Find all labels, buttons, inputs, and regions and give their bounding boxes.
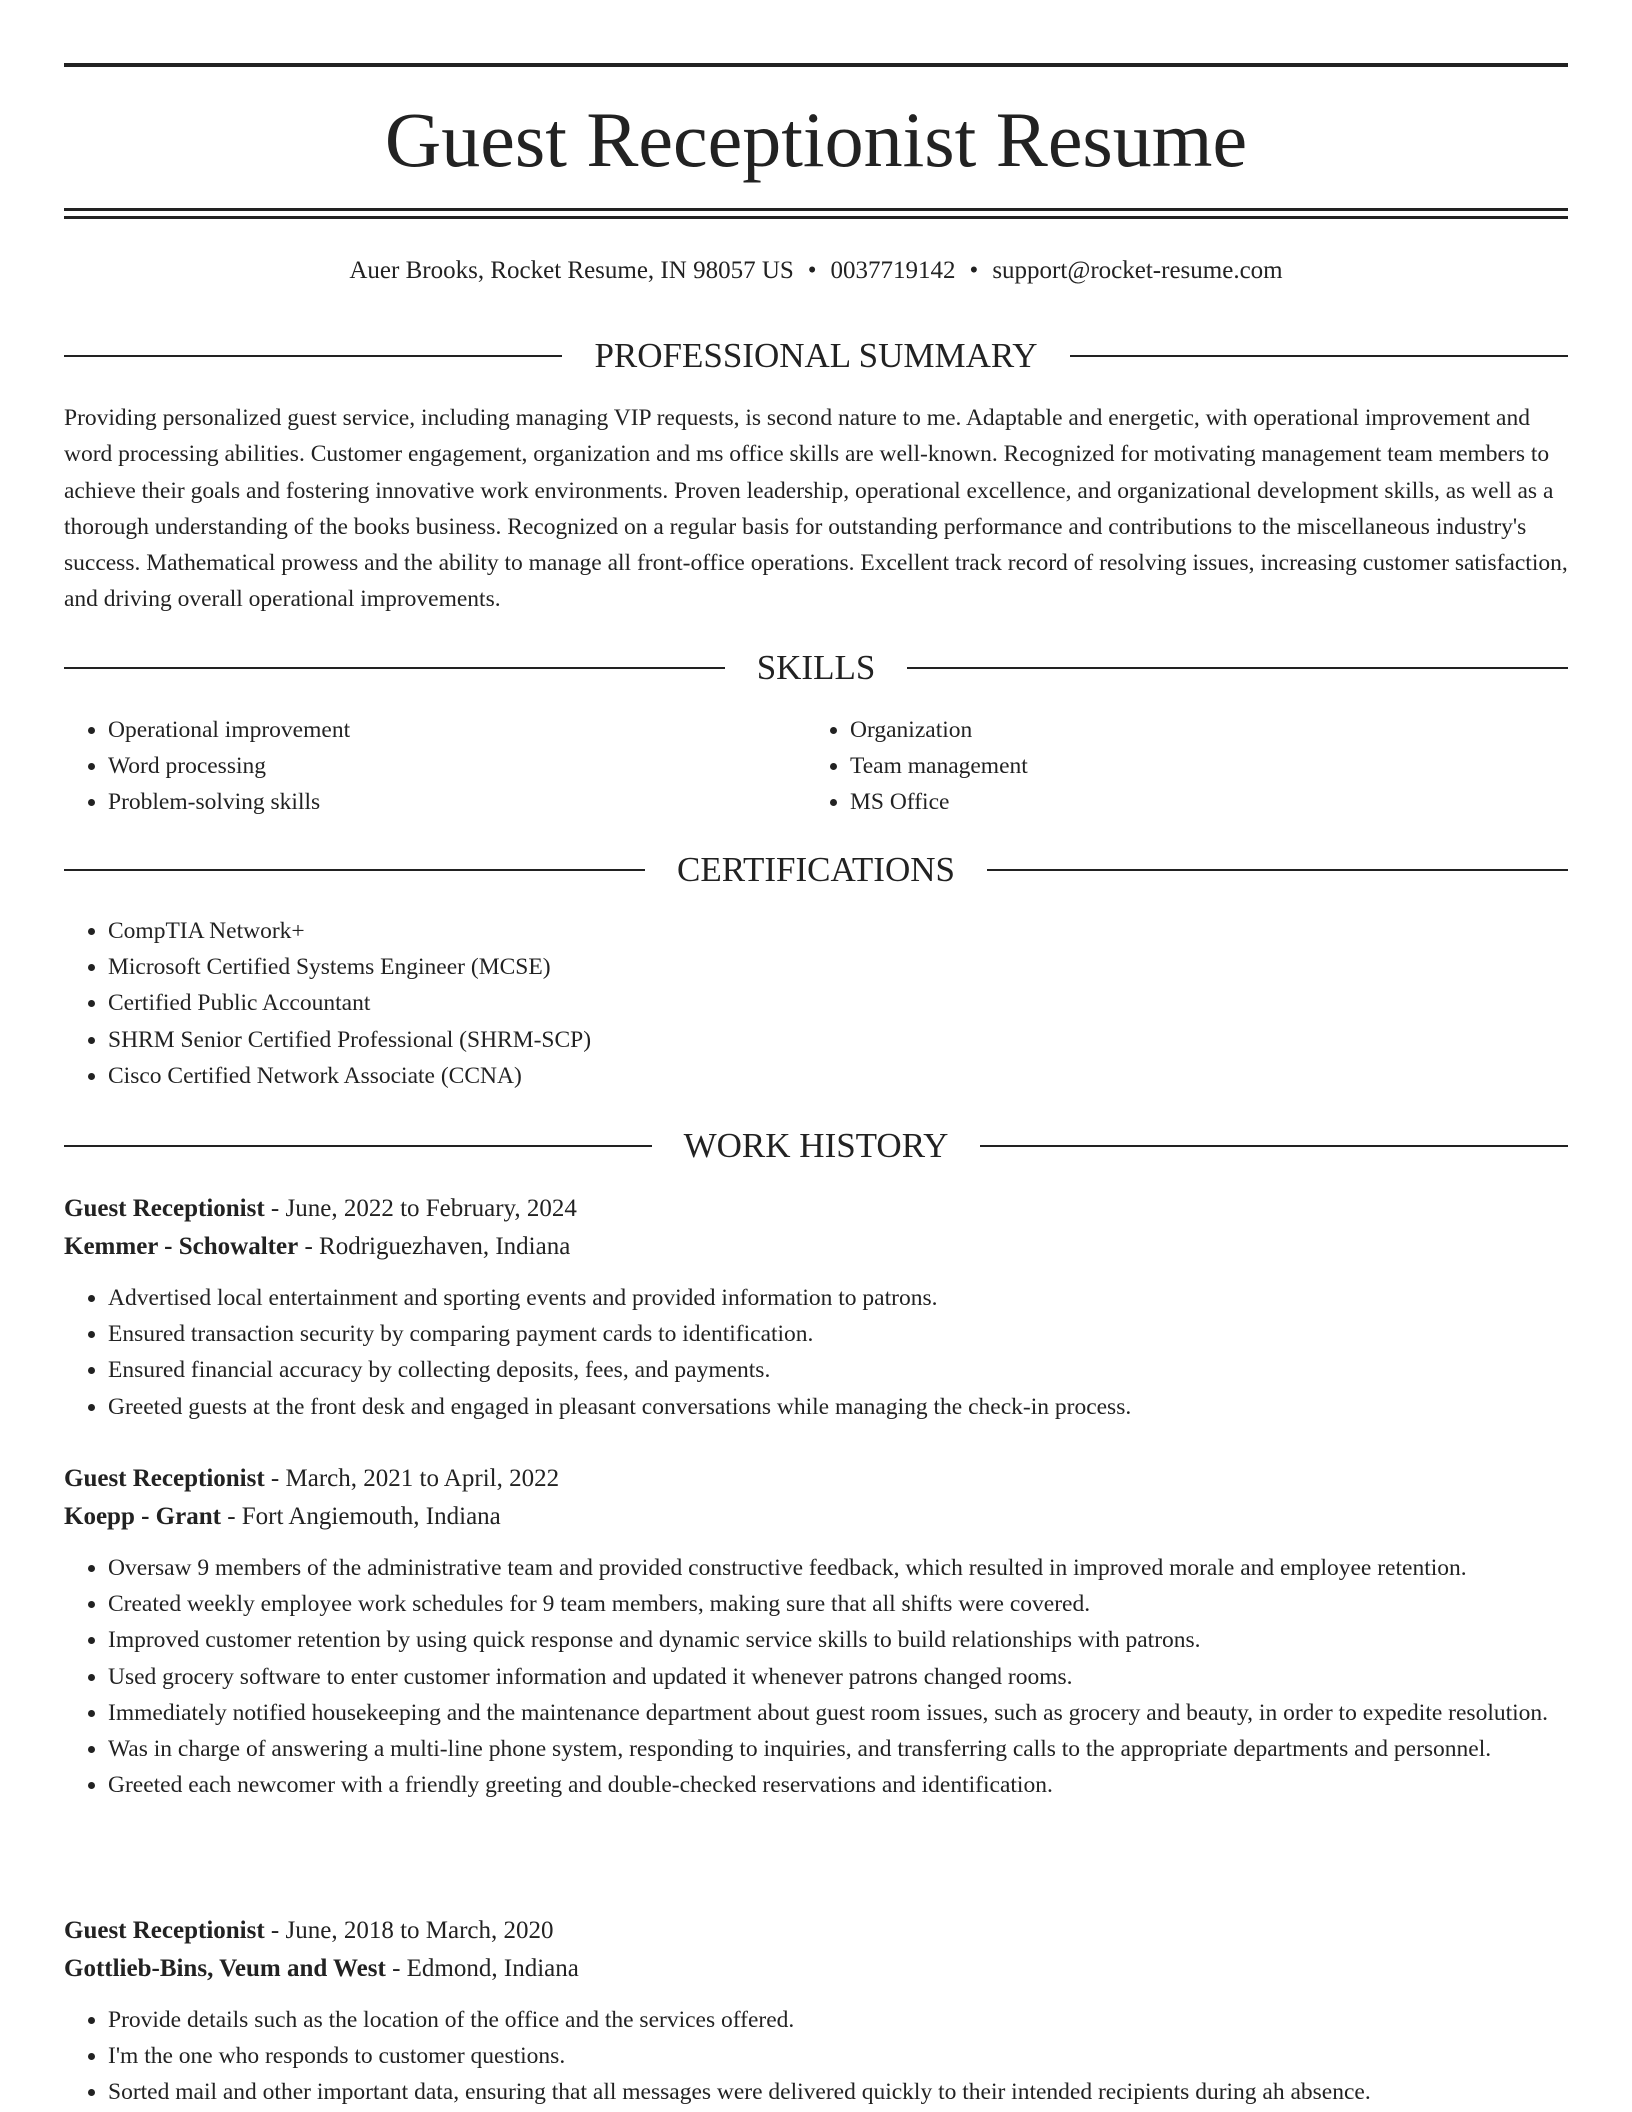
job-title: Guest Receptionist [64, 1917, 265, 1944]
contact-separator: • [807, 257, 817, 284]
job-bullet: • Greeted each newcomer with a friendly greeting and double-checked reservations and identification. [108, 1767, 1568, 1803]
job-bullet: • I'm the one who responds to customer questions. [108, 2038, 1568, 2074]
resume-title: Guest Receptionist Resume [384, 96, 1248, 183]
heading-rule [907, 667, 1568, 669]
job-bullet: • Was in charge of answering a multi-line phone system, responding to inquiries, and transferring calls to the appropriate departments and personnel. [108, 1731, 1568, 1767]
job-bullets [64, 1550, 1568, 1803]
job-bullet: • Used grocery software to enter customer information and updated it whenever patrons changed rooms. [108, 1659, 1568, 1695]
heading-rule [64, 667, 725, 669]
skill-item: • Team management [850, 748, 1486, 784]
job-title: Guest Receptionist [64, 1465, 265, 1492]
section-heading-summary [64, 334, 1568, 378]
job-company-line [64, 1498, 1568, 1536]
contact-email: support@rocket-resume.com [992, 257, 1283, 284]
title-rule-lower [64, 216, 1568, 219]
job-bullet: • Ensured transaction security by comparing payment cards to identification. [108, 1316, 1568, 1352]
certification-item: • Certified Public Accountant [108, 985, 1568, 1021]
job-title: Guest Receptionist [64, 1195, 265, 1222]
job-bullet: • Advertised local entertainment and sporting events and provided information to patrons. [108, 1280, 1568, 1316]
job-entry [64, 1912, 1568, 2111]
section-title: SKILLS [756, 648, 876, 687]
contact-phone: 0037719142 [830, 257, 956, 284]
section-heading-work-history [64, 1124, 1568, 1168]
job-bullets [64, 2002, 1568, 2111]
job-role-line [64, 1460, 1568, 1498]
job-entry [64, 1460, 1568, 1803]
summary-text: Providing personalized guest service, including managing VIP requests, is second nature to me. Adaptable and energetic, with operational improvement and word processing abilities. Customer engagement, organization and ms office skills are well-known. Recognized for motivating management team members to achieve their goals and fostering innovative work environments. Proven leadership, operational excellence, and organizational development skills, as well as a thorough understanding of the books business. Recognized on a regular basis for outstanding performance and contributions to the miscellaneous industry's success. Mathematical prowess and the ability to manage all front-office operations. Excellent track record of resolving issues, increasing customer satisfaction, and driving overall operational improvements. [64, 405, 1568, 613]
job-bullet: • Created weekly employee work schedules for 9 team members, making sure that all shifts were covered. [108, 1586, 1568, 1622]
contact-separator: • [969, 257, 979, 284]
job-bullet: • Ensured financial accuracy by collecting deposits, fees, and payments. [108, 1352, 1568, 1388]
top-rule [64, 63, 1568, 67]
job-bullet: • Immediately notified housekeeping and the maintenance department about guest room issues, such as grocery and beauty, in order to expedite resolution. [108, 1695, 1568, 1731]
job-bullet: • Oversaw 9 members of the administrative team and provided constructive feedback, which resulted in improved morale and employee retention. [108, 1550, 1568, 1586]
section-heading-skills [64, 646, 1568, 690]
heading-rule [64, 355, 562, 357]
skill-item: • Operational improvement [108, 712, 744, 748]
section-title: PROFESSIONAL SUMMARY [594, 336, 1038, 375]
certification-item: • SHRM Senior Certified Professional (SHRM-SCP) [108, 1022, 1568, 1058]
heading-rule [64, 869, 645, 871]
heading-rule [1070, 355, 1568, 357]
heading-rule [64, 1145, 652, 1147]
skills-column-right [806, 712, 1486, 821]
certification-item: • Microsoft Certified Systems Engineer (MCSE) [108, 949, 1568, 985]
skill-item: • Word processing [108, 748, 744, 784]
section-title: WORK HISTORY [683, 1126, 949, 1165]
certification-item: • Cisco Certified Network Associate (CCNA) [108, 1058, 1568, 1094]
certification-item: • CompTIA Network+ [108, 913, 1568, 949]
skill-item: • MS Office [850, 784, 1486, 820]
company-location: - Rodriguezhaven, Indiana [298, 1233, 571, 1260]
job-bullet: • Improved customer retention by using quick response and dynamic service skills to build relationships with patrons. [108, 1622, 1568, 1658]
job-role-line [64, 1912, 1568, 1950]
job-role-line [64, 1190, 1568, 1228]
job-company-line [64, 1228, 1568, 1266]
job-bullet: • Sorted mail and other important data, ensuring that all messages were delivered quickly to their intended recipients during ah absence. [108, 2074, 1568, 2110]
heading-rule [980, 1145, 1568, 1147]
section-heading-certifications [64, 848, 1568, 892]
job-bullet: • Greeted guests at the front desk and engaged in pleasant conversations while managing the check-in process. [108, 1389, 1568, 1425]
company-location: - Fort Angiemouth, Indiana [220, 1503, 501, 1530]
section-title: CERTIFICATIONS [677, 850, 955, 889]
skill-item: • Problem-solving skills [108, 784, 744, 820]
heading-rule [987, 869, 1568, 871]
job-dates: - June, 2022 to February, 2024 [264, 1195, 577, 1222]
contact-address: Auer Brooks, Rocket Resume, IN 98057 US [349, 257, 794, 284]
job-dates: - March, 2021 to April, 2022 [264, 1465, 560, 1492]
job-entry [64, 1190, 1568, 1425]
company-name: Kemmer - Schowalter [64, 1233, 299, 1260]
certifications-list [64, 913, 1568, 1094]
title-rule-upper [64, 208, 1568, 211]
job-bullet: • Provide details such as the location of the office and the services offered. [108, 2002, 1568, 2038]
company-location: - Edmond, Indiana [385, 1955, 579, 1982]
job-company-line [64, 1950, 1568, 1988]
job-dates: - June, 2018 to March, 2020 [264, 1917, 554, 1944]
skills-column-left [64, 712, 744, 821]
contact-line [64, 253, 1568, 289]
job-bullets [64, 1280, 1568, 1425]
company-name: Koepp - Grant [64, 1503, 221, 1530]
skill-item: • Organization [850, 712, 1486, 748]
company-name: Gottlieb-Bins, Veum and West [64, 1955, 386, 1982]
